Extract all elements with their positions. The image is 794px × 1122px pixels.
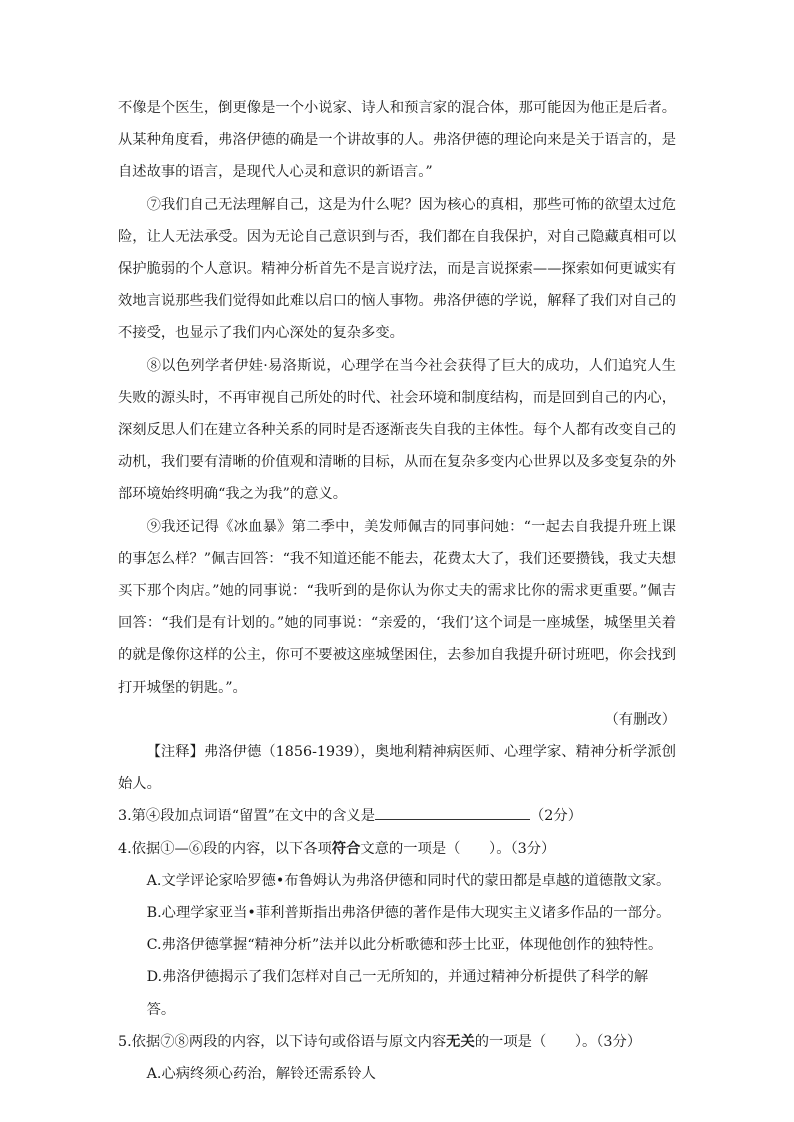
- paragraph-9: ⑨我还记得《冰血暴》第二季中，美发师佩吉的同事问她：“一起去自我提升班上课的事怎么样？”佩吉回答：“我不知道还能不能去，花费太大了，我们还要攒钱，我丈夫想买下那个肉店。”她的同事说：“我听到的是你认为你丈夫的需求比你的需求更重要。”佩吉回答：“我们是有计划的。”她的同事说：“亲爱的，‘我们’这个词是一座城堡，城堡里关着的就是像你这样的公主，你可不要被这座城堡困住，去参加自我提升研讨班吧，你会找到打开城堡的钥匙。”。: [118, 518, 676, 696]
- paragraph-8: ⑧以色列学者伊娃·易洛斯说，心理学在当今社会获得了巨大的成功，人们追究人生失败的源头时，不再审视自己所处的时代、社会环境和制度结构，而是回到自己的内心，深刻反思人们在建立各种关系的同时是否逐渐丧失自我的主体性。每个人都有改变自己的动机，我们要有清晰的价值观和清晰的目标，从而在复杂多变内心世界以及多变复杂的外部环境始终明确“我之为我”的意义。: [118, 357, 676, 503]
- paragraph-7: ⑦我们自己无法理解自己，这是为什么呢？因为核心的真相，那些可怖的欲望太过危险，让人无法承受。因为无论自己意识到与否，我们都在自我保护，对自己隐藏真相可以保护脆弱的个人意识。精神分析首先不是言说疗法，而是言说探索——探索如何更诚实有效地言说那些我们觉得如此难以启口的恼人事物。弗洛伊德的学说，解释了我们对自己的不接受，也显示了我们内心深处的复杂多变。: [118, 196, 676, 342]
- question-4-post: 文意的一项是（ ）。（3分）: [360, 840, 556, 857]
- question-4-pre: 4.依据①—⑥段的内容，以下各项: [118, 840, 332, 857]
- question-5: [118, 1026, 676, 1058]
- paragraph-6-tail: 不像是个医生，倒更像是一个小说家、诗人和预言家的混合体，那可能因为他正是后者。从某种角度看，弗洛伊德的确是一个讲故事的人。弗洛伊德的理论向来是关于语言的，是自述故事的语言，是现代人心灵和意识的新语言。”: [118, 100, 676, 181]
- question-4-option-d: D.弗洛伊德揭示了我们怎样对自己一无所知的，并通过精神分析提供了科学的解答。: [146, 969, 649, 1018]
- question-4-option-a: A.文学评论家哈罗德•布鲁姆认为弗洛伊德和同时代的蒙田都是卓越的道德散文家。: [146, 872, 671, 889]
- question-4-option-b: B.心理学家亚当•菲利普斯指出弗洛伊德的著作是伟大现实主义诸多作品的一部分。: [146, 905, 671, 922]
- question-5-option-a: A.心病终须心药治，解铃还需系铃人: [146, 1066, 376, 1083]
- question-4-option-c: C.弗洛伊德掌握“精神分析”法并以此分析歌德和莎士比亚，体现他创作的独特性。: [146, 937, 663, 954]
- question-5-post: 的一项是（ ）。（3分）: [474, 1033, 642, 1050]
- source-note: （有删改）: [604, 711, 676, 728]
- question-4-keyword: 符合: [331, 840, 361, 857]
- question-4: [118, 833, 676, 865]
- question-3: [118, 800, 676, 832]
- question-5-keyword: 无关: [446, 1033, 475, 1050]
- footnote-text: 弗洛伊德（1856-1939），奥地利精神病医师、心理学家、精神分析学派创始人。: [118, 744, 676, 793]
- question-3-score: （2分）: [530, 808, 583, 825]
- question-3-text: 3.第④段加点词语“留置”在文中的含义是: [118, 808, 376, 825]
- footnote-label: 【注释】: [146, 744, 204, 761]
- answer-blank[interactable]: [375, 805, 530, 820]
- footnote: [118, 736, 676, 800]
- question-5-pre: 5.依据⑦⑧两段的内容，以下诗句或俗语与原文内容: [118, 1033, 447, 1050]
